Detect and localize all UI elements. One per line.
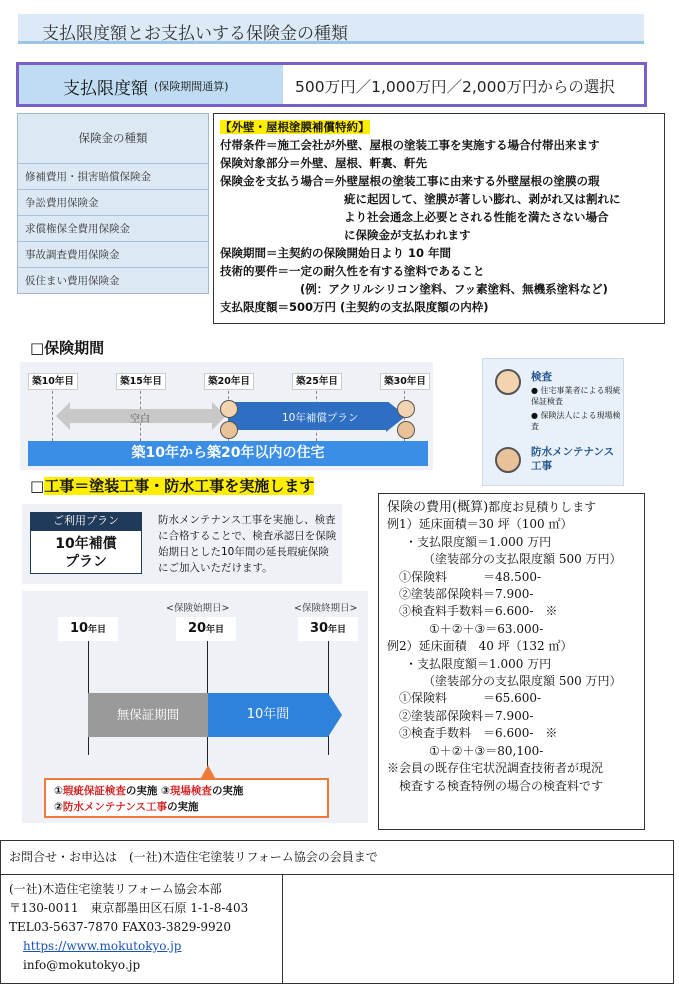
- start-date-label: <保険始期日>: [166, 603, 230, 614]
- cost-line: ②塗装部保険料＝7.900-: [399, 587, 534, 602]
- contact-phone: TEL03-5637-7870 FAX03-3829-9920: [9, 920, 231, 934]
- legend-box: [482, 358, 624, 486]
- cost-line: 例1）延床面積＝30 坪（100 ㎡）: [387, 517, 573, 532]
- insurance-type-item: 求償権保全費用保険金: [18, 215, 208, 241]
- insurance-types-table: [17, 113, 209, 294]
- inspector-face-icon: [397, 400, 415, 418]
- cost-line: ・支払限度額＝1.000 万円: [405, 534, 552, 549]
- terms-line: 付帯条件＝施工会社が外壁、屋根の塗装工事を実施する場合付帯出来ます: [220, 138, 600, 152]
- terms-line: 保険期間＝主契約の保険開始日より 10 年間: [220, 246, 452, 260]
- insurance-type-item: 仮住まい費用保険金: [18, 267, 208, 293]
- period-heading: □保険期間: [30, 339, 105, 357]
- terms-line: 保険金を支払う場合＝外壁屋根の塗装工事に由来する外壁屋根の塗膜の瑕: [220, 174, 600, 188]
- terms-line: (例：アクリルシリコン塗料、フッ素塗料、無機系塗料など): [300, 282, 608, 296]
- cost-line: ①＋②＋③＝80,100-: [429, 743, 544, 758]
- contact-details: [1, 875, 283, 983]
- worker-icon: [495, 447, 521, 473]
- terms-line: 疵に起因して、塗膜が著しい膨れ、剥がれ又は割れに: [344, 192, 621, 206]
- diagram-year: 20年目: [176, 617, 236, 641]
- terms-line: に保険金が支払われます: [344, 228, 471, 242]
- legend-inspection-item: ● 保険法人による現場検査: [531, 411, 621, 431]
- blank-period-label: 空白: [130, 414, 150, 425]
- year-label: 築10年目: [28, 373, 78, 390]
- contact-email[interactable]: info@mokutokyo.jp: [23, 958, 141, 972]
- cost-title-note: 都度お見積りします: [488, 500, 597, 514]
- inspector-face-icon: [220, 400, 238, 418]
- limit-note: (保険期間通算): [154, 80, 229, 93]
- limit-label: 支払限度額: [63, 79, 148, 99]
- period-arrows: [56, 402, 436, 436]
- cost-line: ③検査手数料 ＝6.600- ※: [399, 726, 558, 741]
- year-divider: [52, 391, 53, 441]
- legend-maintenance-title: 防水メンテナンス工事: [531, 446, 615, 472]
- insurance-type-item: 事故調査費用保険金: [18, 241, 208, 267]
- callout-pointer: [201, 765, 215, 778]
- terms-line: より社会通念上必要とされる性能を満たさない場合: [344, 210, 609, 224]
- contact-box: [0, 840, 674, 984]
- cost-line: （塗装部分の支払限度額 500 万円）: [423, 552, 622, 567]
- coverage-arrow-tip: [328, 693, 342, 737]
- cost-line: 検査する検査特例の場合の検査料です: [399, 778, 604, 793]
- terms-heading: 【外壁・屋根塗膜補償特約】: [220, 120, 370, 134]
- page-title: 支払限度額とお支払いする保険金の種類: [42, 24, 348, 44]
- insurance-type-item: 修補費用・損害賠償保険金: [18, 163, 208, 189]
- page-title-bar: [18, 14, 644, 44]
- year-label: 築20年目: [204, 373, 254, 390]
- diagram-year: 30年目: [298, 617, 358, 641]
- cost-line: 例2）延床面積 40 坪（132 ㎡）: [387, 639, 573, 654]
- end-date-label: <保険終期日>: [294, 603, 358, 614]
- plan-period-label: 10年補償プラン: [282, 412, 359, 424]
- cost-estimate-box: [378, 493, 645, 830]
- coverage-period: 10年間: [208, 693, 328, 737]
- no-warranty-period: 無保証期間: [88, 693, 208, 737]
- special-terms-box: [213, 113, 665, 324]
- legend-inspection-item: ● 住宅事業者による瑕疵保証検査: [531, 386, 621, 406]
- contact-org: (一社)木造住宅塗装リフォーム協会本部: [9, 882, 222, 896]
- cost-line: ③検査料手数料＝6.600- ※: [399, 604, 558, 619]
- year-label: 築30年目: [380, 373, 430, 390]
- eligibility-banner: 築10年から築20年以内の住宅: [28, 441, 428, 466]
- plan-description: 防水メンテナンス工事を実施し、検査に合格することで、検査承認日を保険始期日とした10年間の延長瑕疵保険にご加入いただけます。: [158, 514, 337, 574]
- plan-card: [22, 504, 342, 584]
- cost-line: ②塗装部保険料＝7.900-: [399, 708, 534, 723]
- required-steps-box: ①瑕疵保証検査の実施 ③現場検査の実施 ②防水メンテナンス工事の実施: [44, 778, 329, 818]
- legend-inspection-title: 検査: [531, 371, 552, 383]
- work-heading: □工事＝塗装工事・防水工事を実施します: [30, 477, 315, 495]
- limit-value: 500万円／1,000万円／2,000万円からの選択: [295, 78, 615, 96]
- cost-line: （塗装部分の支払限度額 500 万円）: [423, 674, 622, 689]
- diagram-year: 10年目: [58, 617, 118, 641]
- worker-face-icon: [397, 421, 415, 439]
- plan-name: 10年補償 プラン: [30, 530, 142, 574]
- insurance-type-item: 争訟費用保険金: [18, 189, 208, 215]
- year-label: 築25年目: [292, 373, 342, 390]
- coverage-diagram: [22, 591, 368, 823]
- contact-address: 〒130-0011 東京都墨田区石原 1-1-8-403: [9, 901, 249, 915]
- worker-face-icon: [220, 421, 238, 439]
- cost-line: ※会員の既存住宅状況調査技術者が現況: [387, 761, 604, 776]
- cost-line: ①保険料 ＝48.500-: [399, 569, 542, 584]
- cost-title: 保険の費用(概算): [387, 500, 489, 515]
- limit-box: [16, 62, 647, 107]
- terms-line: 支払限度額＝500万円 (主契約の支払限度額の内枠): [220, 300, 489, 314]
- inspector-icon: [495, 369, 521, 395]
- insurance-types-header: 保険金の種類: [78, 131, 148, 145]
- cost-line: ①＋②＋③＝63.000-: [429, 621, 544, 636]
- limit-label-cell: [19, 65, 283, 104]
- terms-line: 保険対象部分＝外壁、屋根、軒裏、軒先: [220, 156, 427, 170]
- cost-line: ・支払限度額＝1.000 万円: [405, 656, 552, 671]
- plan-label: ご利用プラン: [30, 512, 142, 530]
- cost-line: ①保険料 ＝65.600-: [399, 691, 542, 706]
- year-label: 築15年目: [116, 373, 166, 390]
- contact-intro: お問合せ・お申込は (一社)木造住宅塗装リフォーム協会の会員まで: [1, 841, 673, 875]
- website-link[interactable]: https://www.mokutokyo.jp: [23, 939, 182, 953]
- terms-line: 技術的要件＝一定の耐久性を有する塗料であること: [220, 264, 485, 278]
